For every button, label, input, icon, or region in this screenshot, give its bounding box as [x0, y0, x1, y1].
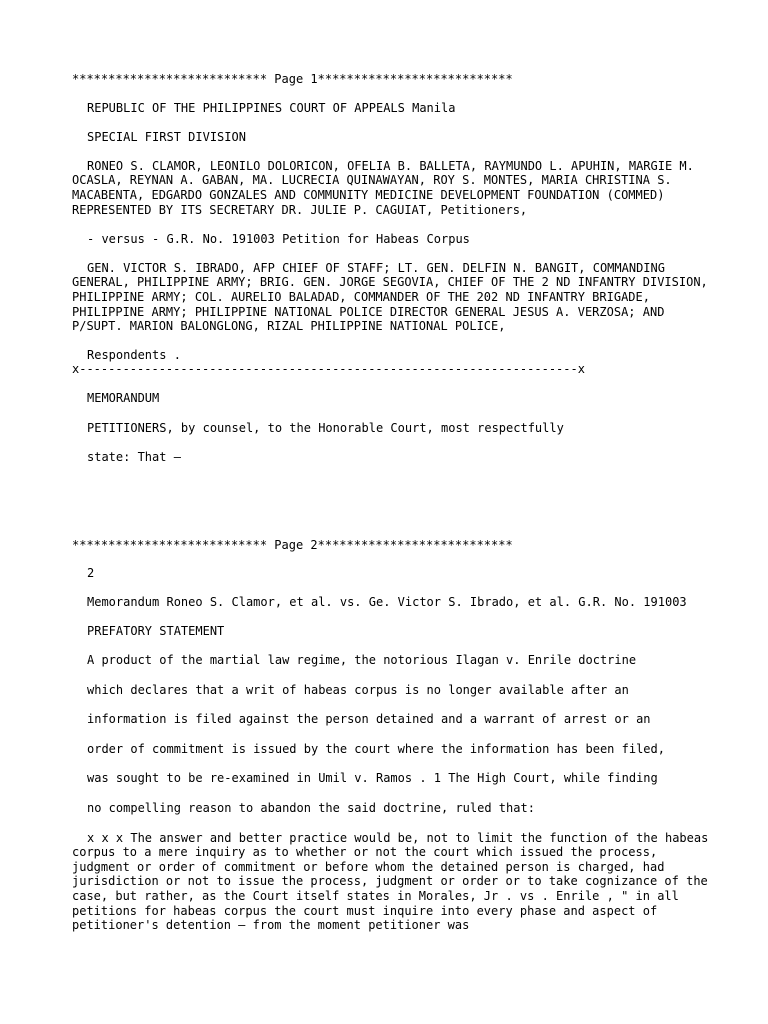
intro-line: PETITIONERS, by counsel, to the Honorable Court, most respectfully [87, 420, 564, 435]
section-heading: PREFATORY STATEMENT [87, 624, 225, 639]
division-name: SPECIAL FIRST DIVISION [87, 130, 246, 145]
running-header-text: Memorandum Roneo S. Clamor, et al. vs. Ge. Victor S. Ibrado, et al. G.R. No. 191003 [87, 594, 687, 609]
court-name: REPUBLIC OF THE PHILIPPINES COURT OF APPEALS Manila [87, 100, 456, 115]
page-1-banner: *************************** Page 1*************************** [72, 72, 513, 86]
body-line: no compelling reason to abandon the said doctrine, ruled that: [87, 801, 535, 816]
body-line: which declares that a writ of habeas corpus is no longer available after an [87, 682, 629, 697]
body-line: A product of the martial law regime, the notorious Ilagan v. Enrile doctrine [87, 653, 637, 668]
versus-line: - versus - G.R. No. 191003 Petition for Habeas Corpus [87, 232, 470, 247]
running-header [72, 595, 712, 610]
petitioners-block [72, 159, 712, 217]
page-number: 2 [87, 566, 95, 581]
respondents-text: GEN. VICTOR S. IBRADO, AFP CHIEF OF STAFF; LT. GEN. DELFIN N. BANGIT, COMMANDING GENERAL, PHILIPPINE ARMY; BRIG. GEN. JORGE SEGOVIA, CHIEF OF THE 2 ND INFANTRY DIVISION, PHILIPPINE ARMY; COL. AURELIO BALADAD, COMMANDER OF THE 202 ND INFANTRY BRIGADE, PHILIPPINE ARMY; PHILIPPINE NATIONAL POLICE DIRECTOR GENERAL JESUS A. VERZOSA; AND P/SUPT. MARION BALONGLONG, RIZAL PHILIPPINE NATIONAL POLICE, [72, 260, 715, 334]
page-2-banner: *************************** Page 2*************************** [72, 537, 513, 552]
memorandum-title: MEMORANDUM [87, 390, 160, 405]
block-quote [72, 830, 716, 933]
respondents-block [72, 260, 715, 334]
caption-separator: x---------------------------------------------------------------------x [72, 362, 585, 377]
body-line: order of commitment is issued by the court where the information has been filed, [87, 741, 665, 756]
body-line: was sought to be re-examined in Umil v. Ramos . 1 The High Court, while finding [87, 771, 658, 786]
petitioners-text: RONEO S. CLAMOR, LEONILO DOLORICON, OFELIA B. BALLETA, RAYMUNDO L. APUHIN, MARGIE M. OCASLA, REYNAN A. GABAN, MA. LUCRECIA QUINAWAYAN, ROY S. MONTES, MARIA CHRISTINA S. MACABENTA, EDGARDO GONZALES AND COMMUNITY MEDICINE DEVELOPMENT FOUNDATION (COMMED) REPRESENTED BY ITS SECRETARY DR. JULIE P. CAGUIAT, Petitioners, [72, 158, 702, 217]
body-line: information is filed against the person detained and a warrant of arrest or an [87, 712, 651, 727]
state-line: state: That – [87, 450, 181, 465]
document-page [72, 72, 716, 933]
respondents-label: Respondents . [87, 347, 181, 362]
block-quote-text: x x x The answer and better practice would be, not to limit the function of the habeas corpus to a mere inquiry as to whether or not the court which issued the process, judgment or order of commitment or before whom the detained person is charged, had jurisdiction or not to issue the process, judgment or order or to take cognizance of the case, but rather, as the Court itself states in Morales, Jr . vs . Enrile , " in all petitions for habeas corpus the court must inquire into every phase and aspect of petitioner's detention – from the moment petitioner was [72, 830, 716, 933]
